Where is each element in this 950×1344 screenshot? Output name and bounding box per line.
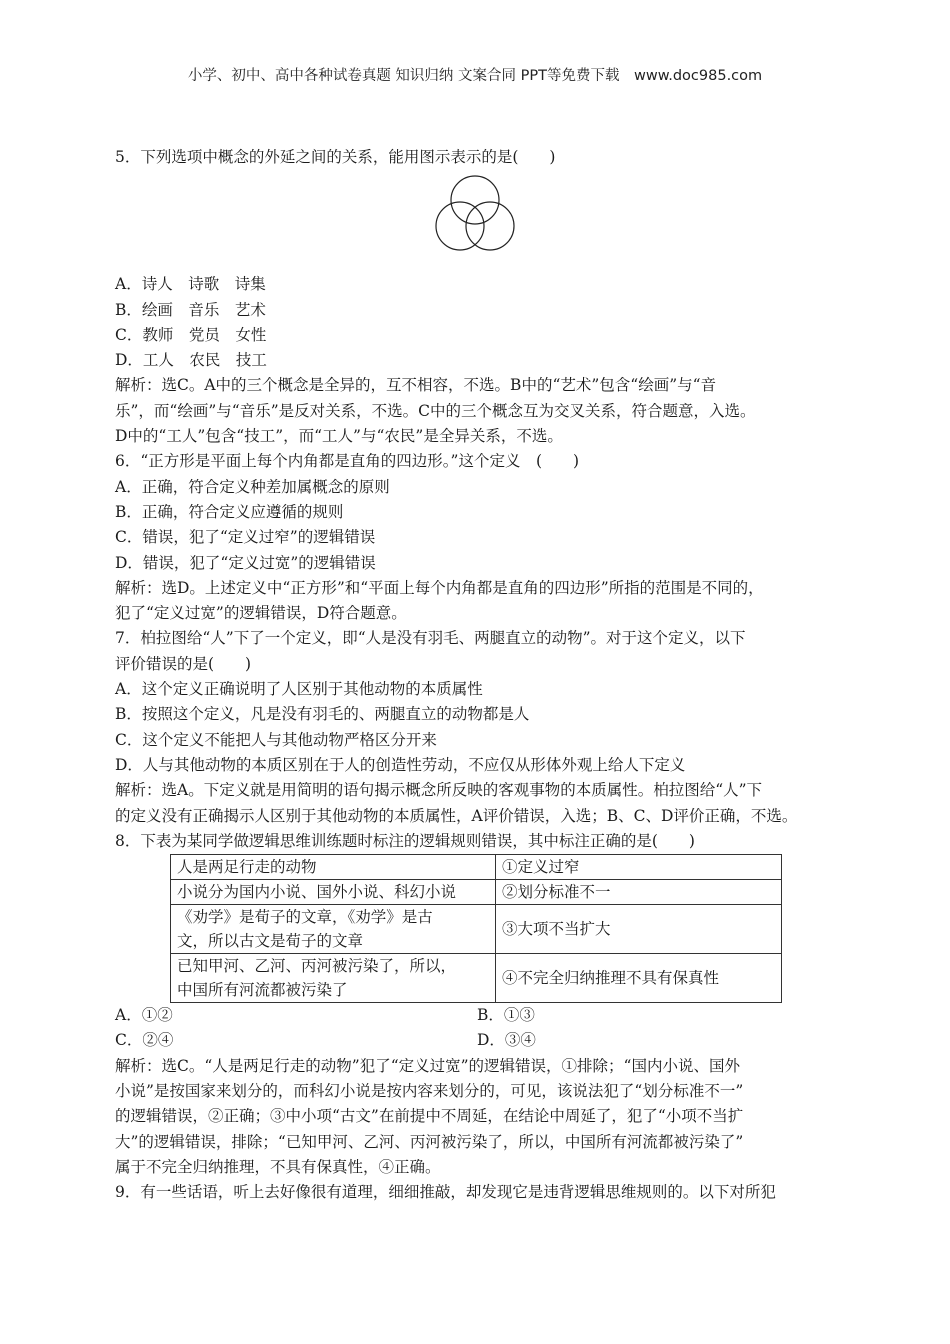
cell-text: 《劝学》是荀子的文章，《劝学》是古 (177, 908, 433, 927)
q7-analysis-line: 解析：选A。下定义就是用简明的语句揭示概念所反映的客观事物的本质属性。柏拉图给“人”下 (115, 781, 763, 800)
q5-option-b: B．绘画 音乐 艺术 (115, 300, 266, 319)
q8-analysis-line: 大”的逻辑错误，排除；“已知甲河、乙河、丙河被污染了，所以，中国所有河流都被污染了” (115, 1132, 744, 1151)
q6-option-a: A．正确，符合定义种差加属概念的原则 (115, 477, 390, 496)
q7-stem: 7．柏拉图给“人”下了一个定义，即“人是没有羽毛、两腿直立的动物”。对于这个定义，以下 (115, 629, 746, 648)
table-cell-statement (171, 855, 496, 880)
q5-analysis-line: 乐”，而“绘画”与“音乐”是反对关系，不选。C中的三个概念互为交叉关系，符合题意，入选。 (115, 401, 756, 420)
q7-analysis-line: 的定义没有正确揭示人区别于其他动物的本质属性，A评价错误，入选；B、C、D评价正确，不选。 (115, 806, 798, 825)
q8-analysis-line: 属于不完全归纳推理，不具有保真性，④正确。 (115, 1157, 441, 1176)
table-cell-error-label: ④不完全归纳推理不具有保真性 (496, 954, 782, 1003)
q5-analysis-line: 解析：选C。A中的三个概念是全异的，互不相容，不选。B中的“艺术”包含“绘画”与“音 (115, 376, 717, 395)
q6-analysis-line: 犯了“定义过宽”的逻辑错误，D符合题意。 (115, 604, 407, 623)
q5-option-a: A．诗人 诗歌 诗集 (115, 275, 266, 294)
page-content (115, 145, 845, 1206)
table-cell-statement (171, 954, 496, 1003)
q8-analysis-line: 解析：选C。“人是两足行走的动物”犯了“定义过宽”的逻辑错误，①排除；“国内小说、国外 (115, 1056, 740, 1075)
q7-option-c: C．这个定义不能把人与其他动物严格区分开来 (115, 730, 437, 749)
q8-analysis-line: 小说”是按国家来划分的，而科幻小说是按内容来划分的，可见，该说法犯了“划分标准不一” (115, 1082, 744, 1101)
q6-analysis-line: 解析：选D。上述定义中“正方形”和“平面上每个内角都是直角的四边形”所指的范围是不同的， (115, 578, 764, 597)
three-circle-diagram-icon (435, 174, 519, 258)
q7-option-d: D．人与其他动物的本质区别在于人的创造性劳动，不应仅从形体外观上给人下定义 (115, 755, 686, 774)
q8-option-c: C．②④ (115, 1031, 174, 1050)
q8-table (170, 854, 782, 1003)
q6-option-b: B．正确，符合定义应遵循的规则 (115, 502, 344, 521)
table-row (171, 855, 782, 880)
q6-stem: 6．“正方形是平面上每个内角都是直角的四边形。”这个定义 ( ) (115, 452, 580, 471)
table-row (171, 880, 782, 905)
table-cell-statement (171, 880, 496, 905)
q7-option-b: B．按照这个定义，凡是没有羽毛的、两腿直立的动物都是人 (115, 705, 530, 724)
q8-option-d: D．③④ (477, 1031, 536, 1050)
q8-analysis-line: 的逻辑错误，②正确；③中小项“古文”在前提中不周延，在结论中周延了，犯了“小项不当扩 (115, 1107, 744, 1126)
q5-option-d: D．工人 农民 技工 (115, 351, 267, 370)
cell-text: 中国所有河流都被污染了 (177, 981, 348, 1000)
table-row (171, 905, 782, 954)
q5-stem: 5．下列选项中概念的外延之间的关系，能用图示表示的是( ) (115, 148, 556, 166)
q8-options-row (115, 1028, 845, 1053)
cell-text: 文，所以古文是荀子的文章 (177, 932, 364, 951)
q8-option-b: B．①③ (477, 1006, 535, 1025)
table-cell-error-label: ①定义过窄 (496, 855, 782, 880)
q8-options-row (115, 1003, 845, 1028)
table-cell-error-label: ②划分标准不一 (496, 880, 782, 905)
q9-stem: 9．有一些话语，听上去好像很有道理，细细推敲，却发现它是违背逻辑思维规则的。以下对所犯 (115, 1183, 776, 1202)
cell-text: 小说分为国内小说、国外小说、科幻小说 (177, 883, 457, 902)
table-cell-statement (171, 905, 496, 954)
q5-option-c: C．教师 党员 女性 (115, 325, 267, 344)
venn-diagram (115, 174, 845, 264)
page-header: 小学、初中、高中各种试卷真题 知识归纳 文案合同 PPT等免费下载 www.doc985.com (187, 68, 763, 84)
q7-stem: 评价错误的是( ) (115, 654, 252, 673)
q6-option-c: C．错误，犯了“定义过窄”的逻辑错误 (115, 528, 376, 547)
cell-text: 人是两足行走的动物 (177, 858, 317, 877)
q5-analysis-line: D中的“工人”包含“技工”，而“工人”与“农民”是全异关系，不选。 (115, 427, 563, 446)
q6-option-d: D．错误，犯了“定义过宽”的逻辑错误 (115, 553, 376, 572)
table-row (171, 954, 782, 1003)
q7-option-a: A．这个定义正确说明了人区别于其他动物的本质属性 (115, 680, 483, 699)
q8-option-a: A．①② (115, 1006, 173, 1025)
q8-stem: 8．下表为某同学做逻辑思维训练题时标注的逻辑规则错误，其中标注正确的是( ) (115, 831, 695, 850)
table-cell-error-label: ③大项不当扩大 (496, 905, 782, 954)
cell-text: 已知甲河、乙河、丙河被污染了，所以， (177, 957, 457, 976)
